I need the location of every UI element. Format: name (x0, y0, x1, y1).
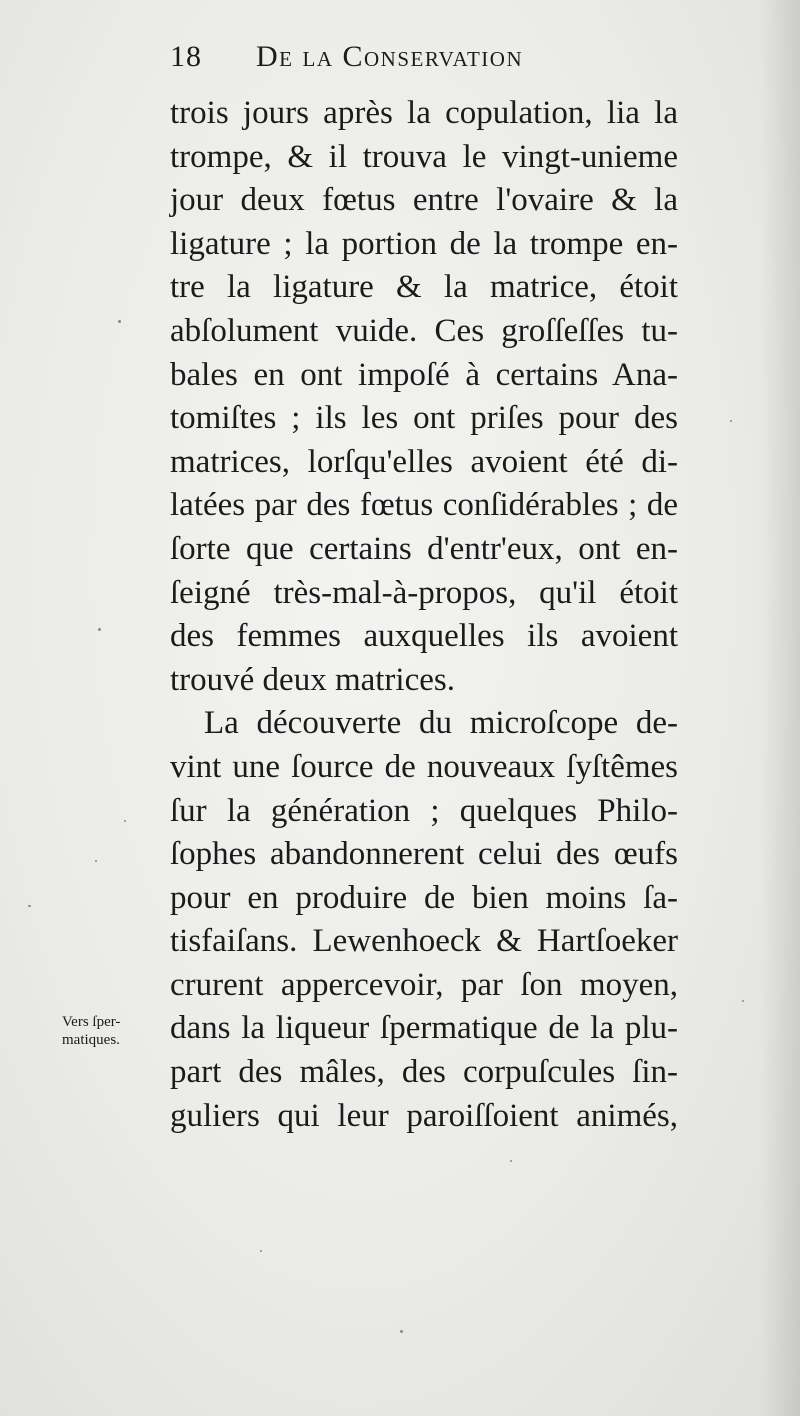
text-line: trompe, & il trouva le vingt-unieme (170, 138, 678, 175)
text-line: trouvé deux matrices. (170, 661, 455, 698)
text-line: latées par des fœtus conſidérables ; de (170, 487, 678, 524)
text-line: part des mâles, des corpuſcules ſin- (170, 1054, 678, 1091)
page-number: 18 (170, 40, 202, 73)
body-text (170, 92, 678, 1138)
text-line: dans la liqueur ſpermatique de la plu- (170, 1010, 678, 1047)
margin-note-line: Vers ſper- (62, 1014, 121, 1030)
text-line: vint une ſource de nouveaux ſyſtêmes (170, 748, 678, 785)
text-line: ſophes abandonnerent celui des œufs (170, 836, 678, 873)
text-line: ligature ; la portion de la trompe en- (170, 225, 678, 262)
text-line: La découverte du microſcope de- (204, 705, 678, 742)
text-line: ſorte que certains d'entr'eux, ont en- (170, 530, 678, 567)
text-line: trois jours après la copulation, lia la (170, 95, 678, 131)
text-line: ſeigné très-mal-à-propos, qu'il étoit (170, 574, 678, 611)
text-line: ſur la génération ; quelques Philo- (170, 792, 678, 829)
text-line: tisfaiſans. Lewenhoeck & Hartſoeker (170, 923, 678, 960)
running-head (170, 40, 610, 84)
margin-note (62, 1013, 162, 1049)
page-edge-shadow (760, 0, 800, 1416)
text-line: tre la ligature & la matrice, étoit (170, 269, 678, 306)
text-line: tomiſtes ; ils les ont priſes pour des (170, 400, 678, 437)
text-line: matrices, lorſqu'elles avoient été di- (170, 443, 678, 480)
running-title: De la Conservation (256, 40, 524, 73)
text-line: jour deux fœtus entre l'ovaire & la (170, 182, 678, 219)
text-line: abſolument vuide. Ces groſſeſſes tu- (170, 312, 678, 349)
margin-note-line: matiques. (62, 1032, 120, 1048)
text-line: pour en produire de bien moins ſa- (170, 879, 678, 916)
text-line: bales en ont impoſé à certains Ana- (170, 356, 678, 393)
text-line: guliers qui leur paroiſſoient animés, (170, 1097, 678, 1134)
text-line: crurent appercevoir, par ſon moyen, (170, 966, 678, 1003)
text-line: des femmes auxquelles ils avoient (170, 618, 678, 655)
